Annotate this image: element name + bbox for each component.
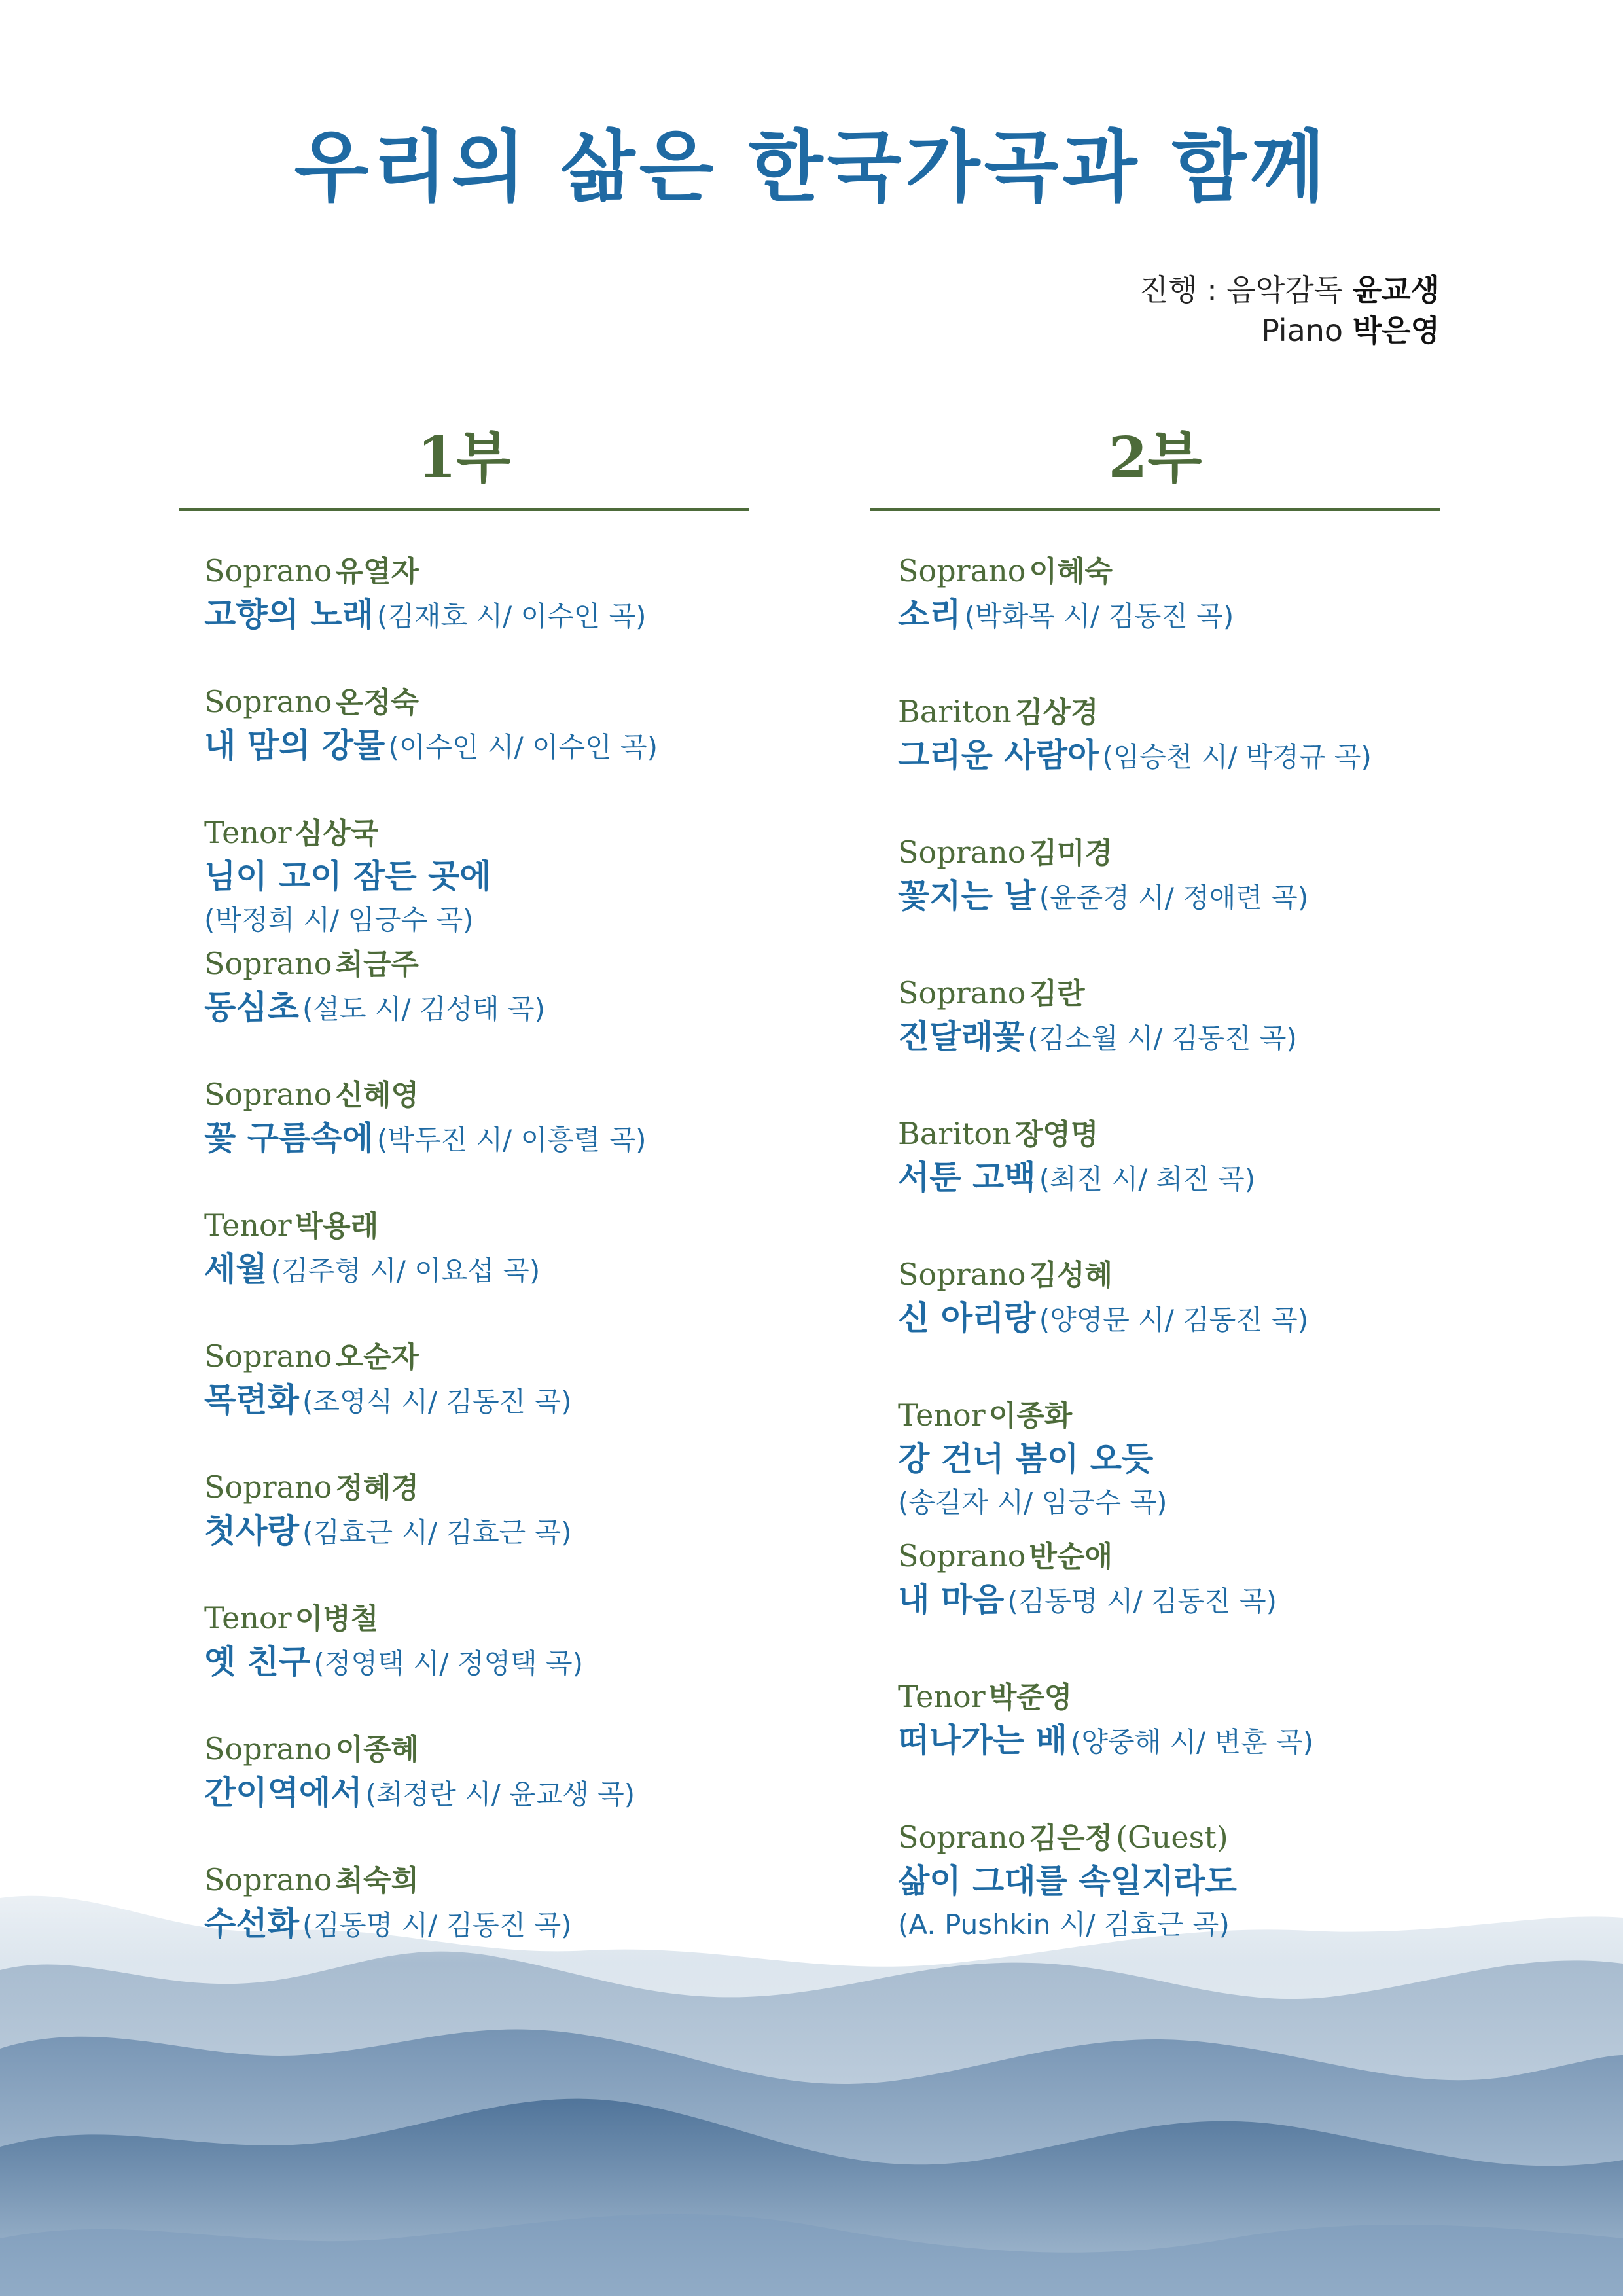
song-line [898, 732, 1487, 778]
song-title: 떠나가는 배 [898, 1721, 1067, 1759]
song-line [204, 1246, 780, 1292]
piano-credit-line [1139, 310, 1440, 351]
voice-part: Soprano [204, 1862, 332, 1897]
performer-line [204, 1597, 780, 1639]
performer-line [898, 972, 1487, 1014]
singer-name: 이종화 [988, 1399, 1073, 1433]
performer-line [898, 831, 1487, 873]
host-label: 진행 : 음악감독 [1139, 272, 1344, 308]
lyricist-composer-credit: (임승천 시/ 박경규 곡) [1102, 741, 1372, 773]
song-line [898, 1014, 1487, 1060]
performer-line [898, 1816, 1487, 1858]
program-entry [898, 550, 1487, 691]
program-entry [898, 691, 1487, 831]
performer-line [898, 1676, 1487, 1717]
performer-line [204, 1466, 780, 1508]
song-title: 목련화 [204, 1381, 299, 1419]
song-title: 그리운 사람아 [898, 736, 1099, 774]
song-line [898, 1295, 1487, 1341]
program-entry [204, 1859, 780, 1990]
piano-label: Piano [1261, 313, 1344, 348]
singer-name: 신혜영 [335, 1079, 419, 1112]
singer-name: 박준영 [988, 1681, 1073, 1714]
part-2-divider [870, 508, 1440, 511]
song-title: 님이 고이 잠든 곳에 [204, 857, 491, 895]
singer-name: 장영명 [1014, 1118, 1099, 1151]
program-entry [898, 1253, 1487, 1394]
program-entry [898, 1816, 1487, 1957]
performer-line [204, 1073, 780, 1115]
performer-line [898, 550, 1487, 592]
guest-tag: (Guest) [1116, 1820, 1228, 1855]
song-line [204, 1639, 780, 1685]
voice-part: Soprano [898, 1257, 1026, 1292]
program-entry [898, 1394, 1487, 1535]
program-entry [898, 1676, 1487, 1816]
song-title: 꽃지는 날 [898, 877, 1036, 915]
singer-name: 심상국 [294, 817, 379, 850]
lyricist-composer-credit: (A. Pushkin 시/ 김효근 곡) [898, 1909, 1230, 1941]
part-1-heading: 1부 [417, 425, 511, 491]
singer-name: 최금주 [335, 948, 419, 981]
voice-part: Bariton [898, 694, 1012, 729]
lyricist-composer-credit: (김효근 시/ 김효근 곡) [302, 1516, 572, 1549]
singer-name: 온정숙 [335, 686, 419, 719]
song-line [204, 1115, 780, 1161]
voice-part: Soprano [204, 553, 332, 588]
song-line [898, 873, 1487, 919]
song-line [898, 1717, 1487, 1763]
song-title: 옛 친구 [204, 1643, 311, 1681]
song-title: 세월 [204, 1250, 268, 1288]
singer-name: 정혜경 [335, 1471, 419, 1505]
voice-part: Soprano [898, 975, 1026, 1011]
performer-line [204, 681, 780, 723]
lyricist-composer-credit: (설도 시/ 김성태 곡) [302, 993, 545, 1025]
host-credit-line [1139, 270, 1440, 310]
voice-part: Bariton [898, 1116, 1012, 1151]
part-1-divider [179, 508, 749, 511]
performance-credits [1139, 270, 1440, 351]
program-entry [898, 831, 1487, 972]
song-title: 고향의 노래 [204, 596, 374, 634]
voice-part: Soprano [898, 1820, 1026, 1855]
performer-line [204, 942, 780, 984]
voice-part: Soprano [204, 1338, 332, 1374]
lyricist-composer-credit: (윤준경 시/ 정애련 곡) [1039, 882, 1309, 914]
lyricist-composer-credit: (이수인 시/ 이수인 곡) [388, 731, 658, 763]
singer-name: 이병철 [294, 1602, 379, 1636]
piano-name: 박은영 [1352, 313, 1440, 348]
voice-part: Soprano [204, 1077, 332, 1112]
song-title: 동심초 [204, 988, 299, 1026]
lyricist-composer-credit: (김소월 시/ 김동진 곡) [1027, 1022, 1297, 1054]
lyricist-composer-credit: (양영문 시/ 김동진 곡) [1039, 1304, 1309, 1336]
performer-line [898, 1535, 1487, 1577]
song-title: 내 맘의 강물 [204, 726, 385, 764]
song-title: 첫사랑 [204, 1512, 299, 1550]
singer-name: 김성혜 [1029, 1259, 1113, 1292]
song-line [898, 1155, 1487, 1200]
program-entry [204, 942, 780, 1073]
program-entry [204, 1728, 780, 1859]
performer-line [204, 550, 780, 592]
performer-line [204, 1204, 780, 1246]
part-2-heading: 2부 [1108, 425, 1202, 491]
song-line [204, 1901, 780, 1946]
singer-name: 유열자 [335, 555, 419, 588]
singer-name: 이종혜 [335, 1733, 419, 1767]
singer-name: 반순애 [1029, 1540, 1113, 1573]
song-line [898, 1858, 1487, 1904]
voice-part: Tenor [204, 1208, 292, 1243]
lyricist-composer-credit: (김주형 시/ 이요섭 곡) [270, 1255, 541, 1287]
lyricist-composer-credit: (박두진 시/ 이흥렬 곡) [377, 1124, 647, 1156]
program-entry [204, 812, 780, 942]
voice-part: Soprano [204, 684, 332, 719]
program-entry [204, 1204, 780, 1335]
lyricist-composer-credit: (최정란 시/ 윤교생 곡) [365, 1778, 635, 1810]
singer-name: 박용래 [294, 1210, 379, 1243]
voice-part: Tenor [898, 1397, 986, 1433]
program-entry [204, 1597, 780, 1728]
singer-name: 김미경 [1029, 836, 1113, 870]
part-2-program-list [898, 550, 1487, 1957]
song-line [204, 1770, 780, 1816]
performer-line [204, 1728, 780, 1770]
song-title: 강 건너 봄이 오듯 [898, 1440, 1154, 1478]
song-title: 내 마음 [898, 1581, 1005, 1619]
program-entry [898, 1113, 1487, 1253]
song-line [898, 592, 1487, 637]
voice-part: Soprano [898, 1538, 1026, 1573]
program-entry [898, 972, 1487, 1113]
song-line [898, 1436, 1487, 1482]
voice-part: Soprano [898, 553, 1026, 588]
performer-line [898, 1253, 1487, 1295]
singer-name: 김상경 [1014, 696, 1099, 729]
song-line [204, 1377, 780, 1423]
voice-part: Tenor [204, 1600, 292, 1636]
performer-line [204, 812, 780, 853]
song-line [204, 592, 780, 637]
song-line [204, 723, 780, 768]
singer-name: 김란 [1029, 977, 1085, 1011]
song-line [898, 1577, 1487, 1623]
lyricist-composer-credit: (양중해 시/ 변훈 곡) [1071, 1726, 1313, 1758]
singer-name: 오순자 [335, 1340, 419, 1374]
song-title: 진달래꽃 [898, 1018, 1025, 1056]
lyricist-composer-credit: (김동명 시/ 김동진 곡) [302, 1909, 572, 1941]
lyricist-composer-credit: (박화목 시/ 김동진 곡) [964, 600, 1234, 632]
program-entry [204, 1466, 780, 1597]
song-title: 꽃 구름속에 [204, 1119, 374, 1157]
song-title: 삶이 그대를 속일지라도 [898, 1862, 1237, 1900]
singer-name: 김은정 [1029, 1821, 1113, 1855]
song-line [204, 853, 780, 899]
program-entry [204, 681, 780, 812]
performer-line [204, 1335, 780, 1377]
performer-line [204, 1859, 780, 1901]
song-title: 수선화 [204, 1905, 299, 1943]
lyricist-composer-credit: (김재호 시/ 이수인 곡) [377, 600, 647, 632]
program-entry [204, 550, 780, 681]
performer-line [898, 1113, 1487, 1155]
song-title: 소리 [898, 596, 961, 634]
program-entry [898, 1535, 1487, 1676]
singer-name: 이혜숙 [1029, 555, 1113, 588]
song-line [204, 1508, 780, 1554]
lyricist-composer-credit: (송길자 시/ 임긍수 곡) [898, 1486, 1168, 1518]
performer-line [898, 691, 1487, 732]
concert-title: 우리의 삶은 한국가곡과 함께 [294, 122, 1329, 212]
voice-part: Soprano [898, 834, 1026, 870]
song-line [204, 984, 780, 1030]
lyricist-composer-credit: (최진 시/ 최진 곡) [1039, 1163, 1256, 1195]
voice-part: Soprano [204, 1731, 332, 1767]
singer-name: 최숙희 [335, 1864, 419, 1897]
song-title: 신 아리랑 [898, 1299, 1036, 1337]
program-entry [204, 1335, 780, 1466]
host-name: 윤교생 [1352, 272, 1440, 308]
lyricist-composer-credit: (정영택 시/ 정영택 곡) [313, 1647, 583, 1679]
part-1-program-list [204, 550, 780, 1990]
voice-part: Soprano [204, 946, 332, 981]
voice-part: Tenor [898, 1679, 986, 1714]
song-title: 간이역에서 [204, 1774, 363, 1812]
song-title: 서툰 고백 [898, 1158, 1036, 1196]
program-entry [204, 1073, 780, 1204]
lyricist-composer-credit: (조영식 시/ 김동진 곡) [302, 1386, 572, 1418]
lyricist-composer-credit: (김동명 시/ 김동진 곡) [1007, 1585, 1277, 1617]
voice-part: Soprano [204, 1469, 332, 1505]
performer-line [898, 1394, 1487, 1436]
lyricist-composer-credit: (박정희 시/ 임긍수 곡) [204, 904, 474, 936]
voice-part: Tenor [204, 815, 292, 850]
